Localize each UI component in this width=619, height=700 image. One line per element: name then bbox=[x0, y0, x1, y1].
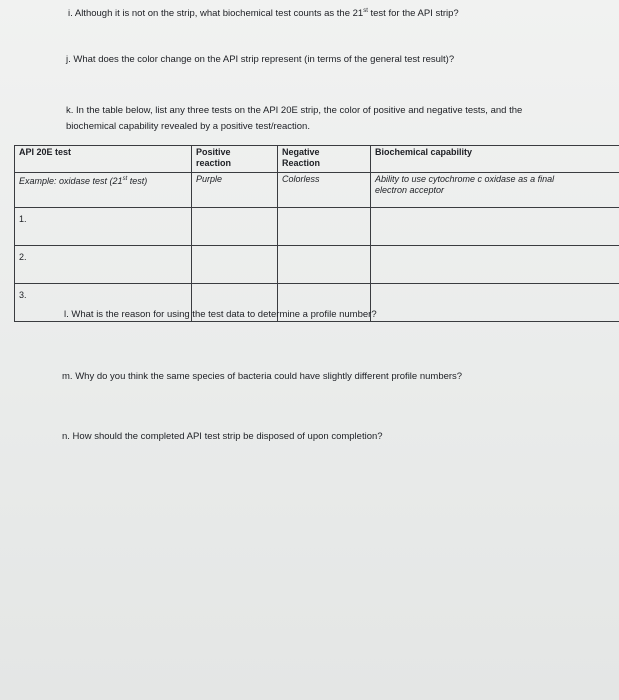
question-m: m. Why do you think the same species of bacteria could have slightly different profile numbers? bbox=[62, 371, 463, 382]
table-row bbox=[15, 208, 619, 246]
question-k bbox=[66, 103, 522, 135]
example-test-superscript: st bbox=[122, 176, 128, 182]
example-test-text: Example: oxidase test (21 bbox=[19, 176, 123, 186]
example-positive: Purple bbox=[192, 173, 278, 208]
question-n: n. How should the completed API test strip be disposed of upon completion? bbox=[62, 431, 383, 442]
question-l: l. What is the reason for using the test data to determine a profile number? bbox=[64, 309, 377, 320]
question-i bbox=[68, 3, 459, 22]
row-3-test[interactable]: 3. bbox=[15, 284, 192, 322]
table-row bbox=[15, 246, 619, 284]
row-2-capability[interactable] bbox=[371, 246, 619, 284]
question-i-text-end: test for the API strip? bbox=[367, 8, 459, 20]
example-capability-line2: electron acceptor bbox=[375, 185, 445, 195]
header-capability: Biochemical capability bbox=[371, 146, 619, 173]
api-test-table bbox=[14, 145, 619, 322]
row-2-negative[interactable] bbox=[278, 246, 371, 284]
header-api-test: API 20E test bbox=[15, 146, 192, 173]
header-positive-line2: reaction bbox=[196, 158, 232, 168]
header-negative-line2: Reaction bbox=[282, 158, 321, 168]
question-i-text: i. Although it is not on the strip, what biochemical test counts as the 21 bbox=[68, 8, 364, 20]
row-2-test[interactable]: 2. bbox=[15, 246, 192, 284]
question-j: j. What does the color change on the API strip represent (in terms of the general test result)? bbox=[66, 54, 455, 65]
question-i-superscript: st bbox=[363, 8, 368, 14]
table-example-row bbox=[15, 173, 619, 208]
row-3-capability[interactable] bbox=[371, 284, 619, 322]
example-capability bbox=[371, 173, 619, 208]
example-capability-line1: Ability to use cytochrome c oxidase as a final bbox=[375, 174, 555, 184]
row-1-positive[interactable] bbox=[192, 208, 278, 246]
question-k-line2: biochemical capability revealed by a positive test/reaction. bbox=[66, 121, 310, 132]
example-test bbox=[15, 173, 192, 208]
example-negative: Colorless bbox=[278, 173, 371, 208]
row-1-test[interactable]: 1. bbox=[15, 208, 192, 246]
row-2-positive[interactable] bbox=[192, 246, 278, 284]
header-positive-line1: Positive bbox=[196, 147, 231, 157]
row-1-negative[interactable] bbox=[278, 208, 371, 246]
table-header-row bbox=[15, 146, 619, 173]
header-positive bbox=[192, 146, 278, 173]
row-1-capability[interactable] bbox=[371, 208, 619, 246]
example-test-text-end: test) bbox=[127, 176, 148, 186]
question-k-line1: k. In the table below, list any three tests on the API 20E strip, the color of positive and negative tests, and the bbox=[66, 105, 523, 116]
header-negative-line1: Negative bbox=[282, 147, 320, 157]
header-negative bbox=[278, 146, 371, 173]
